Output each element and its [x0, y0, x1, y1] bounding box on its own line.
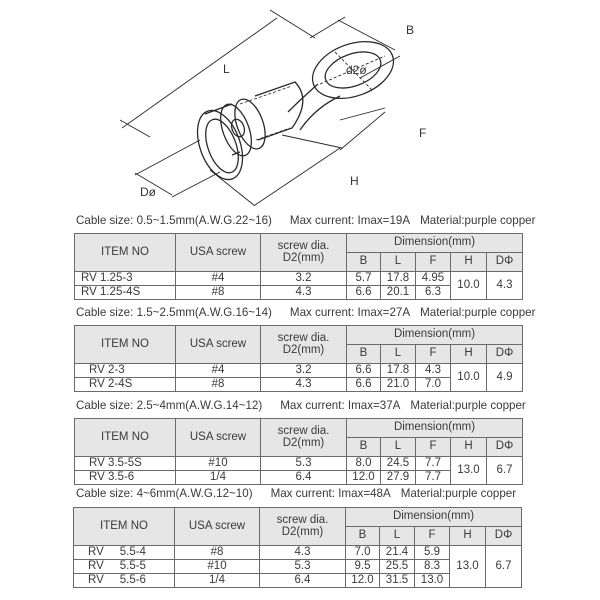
cable-size: Cable size: 2.5~4mm(A.W.G.14~12): [76, 399, 263, 412]
cable-size: Cable size: 4~6mm(A.W.G.12~10): [76, 487, 253, 500]
header-dimension: Dimension(mm): [347, 419, 523, 438]
header-item-no: ITEM NO: [74, 508, 175, 546]
header-H: H: [451, 438, 487, 457]
section-caption-2: [76, 306, 535, 319]
dim-B: 12.0: [347, 471, 381, 485]
header-L: L: [380, 527, 415, 546]
label-H: H: [350, 174, 359, 188]
label-B: B: [406, 23, 415, 37]
dim-L: 27.9: [381, 471, 416, 485]
table-row: [75, 364, 523, 378]
dim-F: 13.0: [415, 574, 450, 588]
dim-F: 7.7: [416, 457, 451, 471]
dim-L: 17.8: [381, 364, 416, 378]
max-current: Max current: Imax=19A: [289, 214, 411, 227]
label-D: Dø: [140, 185, 156, 199]
spec-table-2: [74, 325, 523, 392]
dim-B: 7.0: [346, 546, 380, 560]
usa-screw: 1/4: [176, 471, 261, 485]
screw-dia: 6.4: [260, 574, 346, 588]
header-D: DΦ: [487, 345, 523, 364]
dim-L: 31.5: [380, 574, 415, 588]
header-dimension: Dimension(mm): [347, 234, 523, 253]
dim-L: 24.5: [381, 457, 416, 471]
dim-F: 6.3: [416, 286, 451, 300]
header-usa-screw: USA screw: [176, 234, 261, 272]
screw-dia: 4.3: [261, 286, 347, 300]
header-H: H: [450, 527, 486, 546]
dim-D: 4.9: [487, 364, 523, 392]
dim-H: 13.0: [450, 546, 486, 588]
header-F: F: [415, 527, 450, 546]
material: Material:purple copper: [400, 487, 517, 500]
dim-F: 8.3: [415, 560, 450, 574]
label-L: L: [223, 62, 230, 76]
dim-B: 5.7: [347, 272, 381, 286]
screw-dia: 3.2: [261, 364, 347, 378]
header-B: B: [347, 345, 381, 364]
usa-screw: #4: [176, 364, 261, 378]
section-caption-3: [76, 399, 526, 412]
material: Material:purple copper: [410, 399, 526, 412]
header-L: L: [381, 438, 416, 457]
header-screw-dia: screw dia. D2(mm): [261, 419, 347, 457]
label-F: F: [419, 126, 427, 140]
dim-F: 5.9: [415, 546, 450, 560]
material: Material:purple copper: [420, 214, 536, 227]
dim-B: 9.5: [346, 560, 380, 574]
dim-L: 17.8: [381, 272, 416, 286]
cable-size: Cable size: 0.5~1.5mm(A.W.G.22~16): [76, 214, 272, 227]
dim-D: 6.7: [487, 457, 523, 485]
header-D: DΦ: [487, 438, 523, 457]
max-current: Max current: Imax=27A: [289, 306, 411, 319]
screw-dia: 4.3: [261, 378, 347, 392]
item-no: RV 5.5-6: [74, 574, 175, 588]
spec-table-4: [73, 507, 522, 588]
header-usa-screw: USA screw: [176, 419, 261, 457]
item-no: RV 3.5-6: [75, 471, 176, 485]
dim-F: 7.7: [416, 471, 451, 485]
header-B: B: [347, 253, 381, 272]
section-caption-4: [76, 487, 516, 500]
item-no: RV 3.5-5S: [75, 457, 176, 471]
screw-dia: 4.3: [260, 546, 346, 560]
dim-F: 4.3: [416, 364, 451, 378]
ring-terminal-diagram: [0, 0, 600, 210]
header-H: H: [451, 345, 487, 364]
dim-B: 6.6: [347, 364, 381, 378]
dim-H: 10.0: [451, 272, 487, 300]
usa-screw: 1/4: [175, 574, 260, 588]
dim-B: 6.6: [347, 286, 381, 300]
header-screw-dia: screw dia. D2(mm): [261, 234, 347, 272]
dim-L: 21.0: [381, 378, 416, 392]
dim-D: 4.3: [487, 272, 523, 300]
item-no: RV 2-4S: [75, 378, 176, 392]
dim-B: 8.0: [347, 457, 381, 471]
header-H: H: [451, 253, 487, 272]
material: Material:purple copper: [420, 306, 536, 319]
header-D: DΦ: [487, 253, 523, 272]
label-d2: d2ø: [346, 63, 367, 77]
usa-screw: #4: [176, 272, 261, 286]
header-usa-screw: USA screw: [175, 508, 260, 546]
dim-B: 6.6: [347, 378, 381, 392]
dim-F: 7.0: [416, 378, 451, 392]
dim-F: 4.95: [416, 272, 451, 286]
header-dimension: Dimension(mm): [346, 508, 522, 527]
header-D: DΦ: [486, 527, 522, 546]
dim-L: 20.1: [381, 286, 416, 300]
table-row: [74, 546, 522, 560]
header-screw-dia: screw dia. D2(mm): [261, 326, 347, 364]
header-F: F: [416, 438, 451, 457]
dim-L: 21.4: [380, 546, 415, 560]
section-caption-1: [76, 214, 535, 227]
max-current: Max current: Imax=48A: [270, 487, 391, 500]
usa-screw: #8: [176, 286, 261, 300]
header-item-no: ITEM NO: [75, 326, 176, 364]
item-no: RV 5.5-5: [74, 560, 175, 574]
spec-table-3: [74, 418, 523, 485]
item-no: RV 2-3: [75, 364, 176, 378]
header-screw-dia: screw dia. D2(mm): [260, 508, 346, 546]
max-current: Max current: Imax=37A: [280, 399, 401, 412]
header-item-no: ITEM NO: [75, 234, 176, 272]
table-row: [75, 272, 523, 286]
dim-D: 6.7: [486, 546, 522, 588]
spec-table-1: [74, 233, 523, 300]
usa-screw: #10: [176, 457, 261, 471]
screw-dia: 6.4: [261, 471, 347, 485]
dim-L: 25.5: [380, 560, 415, 574]
item-no: RV 5.5-4: [74, 546, 175, 560]
usa-screw: #8: [175, 546, 260, 560]
item-no: RV 1.25-4S: [75, 286, 176, 300]
header-F: F: [416, 345, 451, 364]
item-no: RV 1.25-3: [75, 272, 176, 286]
usa-screw: #8: [176, 378, 261, 392]
usa-screw: #10: [175, 560, 260, 574]
header-item-no: ITEM NO: [75, 419, 176, 457]
screw-dia: 3.2: [261, 272, 347, 286]
dim-H: 10.0: [451, 364, 487, 392]
header-dimension: Dimension(mm): [347, 326, 523, 345]
cable-size: Cable size: 1.5~2.5mm(A.W.G.16~14): [76, 306, 272, 319]
dim-H: 13.0: [451, 457, 487, 485]
header-L: L: [381, 345, 416, 364]
header-L: L: [381, 253, 416, 272]
header-B: B: [346, 527, 380, 546]
header-B: B: [347, 438, 381, 457]
screw-dia: 5.3: [260, 560, 346, 574]
header-F: F: [416, 253, 451, 272]
table-row: [75, 457, 523, 471]
dim-B: 12.0: [346, 574, 380, 588]
header-usa-screw: USA screw: [176, 326, 261, 364]
screw-dia: 5.3: [261, 457, 347, 471]
